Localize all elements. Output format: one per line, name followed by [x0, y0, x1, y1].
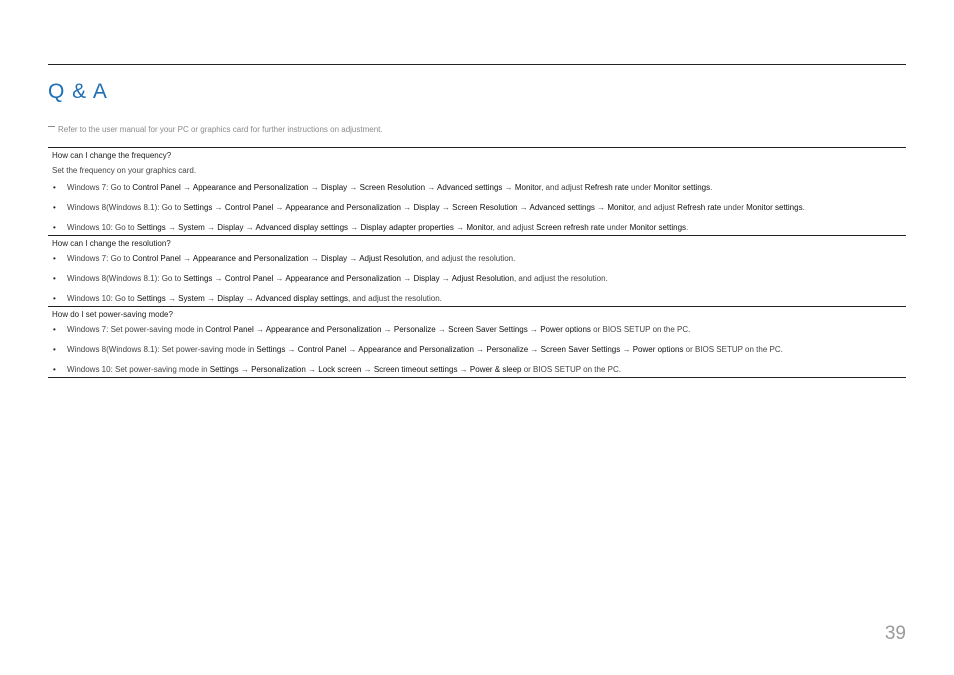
answer-text: Windows 10: Set power-saving mode in [67, 365, 210, 374]
menu-path-term: Control Panel [132, 254, 181, 263]
menu-path-term: Display [413, 203, 440, 212]
answer-text: → [273, 274, 286, 283]
menu-path-term: Settings [136, 223, 166, 232]
answer-text: → [400, 203, 414, 212]
menu-path-term: Advanced display settings [255, 223, 349, 232]
faq-question: How do I set power-saving mode? [52, 310, 173, 319]
menu-path-term: Display [217, 223, 244, 232]
faq-answer-list [48, 323, 906, 377]
faq-section [48, 235, 906, 306]
menu-path-term: Settings [136, 294, 166, 303]
answer-text: , and adjust [492, 223, 537, 232]
faq-list [48, 147, 906, 378]
answer-text: → [528, 345, 541, 354]
faq-answer-list [48, 252, 906, 306]
answer-text: → [285, 345, 298, 354]
answer-text: → [400, 274, 414, 283]
menu-path-term: Monitor [514, 183, 542, 192]
menu-path-term: Appearance and Personalization [285, 274, 401, 283]
menu-path-term: Settings [183, 274, 213, 283]
header-rule [48, 64, 906, 65]
menu-path-term: Display adapter properties [360, 223, 454, 232]
answer-text: Windows 8(Windows 8.1): Go to [67, 203, 184, 212]
list-item [48, 323, 906, 343]
list-item [48, 252, 906, 272]
menu-path-term: Monitor [607, 203, 634, 212]
answer-text: → [381, 325, 394, 334]
adjustment-note [48, 125, 383, 134]
menu-path-term: Adjust Resolution [451, 274, 514, 283]
answer-text: → [453, 223, 467, 232]
faq-section [48, 306, 906, 377]
answer-text: → [527, 325, 541, 334]
faq-question: How can I change the frequency? [52, 151, 172, 160]
menu-path-term: Appearance and Personalization [192, 183, 309, 192]
menu-path-term: Refresh rate [584, 183, 629, 192]
menu-path-term: Settings [183, 203, 213, 212]
menu-path-term: Monitor settings [746, 203, 803, 212]
menu-path-term: Control Panel [205, 325, 254, 334]
list-item [48, 201, 906, 221]
answer-text: → [620, 345, 633, 354]
answer-text: → [243, 223, 256, 232]
menu-path-term: Advanced settings [529, 203, 595, 212]
answer-text: , and adjust the resolution. [513, 274, 608, 283]
menu-path-term: Appearance and Personalization [192, 254, 309, 263]
answer-text: → [212, 203, 225, 212]
note-dash [48, 126, 55, 127]
answer-text: Windows 8(Windows 8.1): Set power-saving mode in [67, 345, 257, 354]
answer-text: . [802, 203, 805, 212]
answer-text: , and adjust the resolution. [348, 294, 442, 303]
list-item [48, 292, 906, 306]
answer-text: → [439, 274, 452, 283]
list-item [48, 272, 906, 292]
answer-text: Windows 7: Go to [67, 254, 133, 263]
answer-text: → [502, 183, 515, 192]
menu-path-term: Power & sleep [469, 365, 522, 374]
menu-path-term: Display [413, 274, 440, 283]
answer-text: → [305, 365, 319, 374]
menu-path-term: Personalization [251, 365, 306, 374]
answer-text: → [425, 183, 438, 192]
answer-text: . [710, 183, 713, 192]
answer-text: → [346, 345, 359, 354]
menu-path-term: Display [217, 294, 244, 303]
faq-intro: Set the frequency on your graphics card. [52, 166, 197, 175]
note-text: Refer to the user manual for your PC or graphics card for further instructions on adjustment. [58, 125, 383, 134]
answer-text: → [253, 325, 266, 334]
menu-path-term: Power options [540, 325, 591, 334]
answer-text: Windows 10: Go to [67, 294, 137, 303]
answer-text: , and adjust the resolution. [421, 254, 516, 263]
answer-text: , and adjust [633, 203, 678, 212]
answer-text: → [165, 223, 179, 232]
menu-path-term: Control Panel [224, 203, 274, 212]
answer-text: under [721, 203, 747, 212]
menu-path-term: Display [320, 254, 348, 263]
answer-text: → [243, 294, 256, 303]
menu-path-term: Control Panel [132, 183, 181, 192]
menu-path-term: Screen Resolution [359, 183, 426, 192]
menu-path-term: Settings [209, 365, 239, 374]
menu-path-term: Appearance and Personalization [265, 325, 382, 334]
answer-text: → [517, 203, 530, 212]
faq-section [48, 147, 906, 235]
list-item [48, 221, 906, 235]
menu-path-term: Personalize [393, 325, 436, 334]
menu-path-term: Appearance and Personalization [358, 345, 474, 354]
answer-text: → [347, 254, 360, 263]
answer-text: → [308, 254, 321, 263]
menu-path-term: Display [320, 183, 348, 192]
answer-text: → [273, 203, 286, 212]
menu-path-term: Screen Resolution [452, 203, 518, 212]
answer-text: Windows 8(Windows 8.1): Go to [67, 274, 184, 283]
menu-path-term: Monitor settings [629, 223, 687, 232]
answer-text: Windows 7: Go to [67, 183, 133, 192]
menu-path-term: Appearance and Personalization [285, 203, 401, 212]
menu-path-term: Screen Saver Settings [540, 345, 621, 354]
answer-text: → [348, 223, 361, 232]
list-item [48, 363, 906, 377]
answer-text: → [457, 365, 470, 374]
answer-text: → [308, 183, 321, 192]
answer-text: → [204, 294, 218, 303]
answer-text: , and adjust [541, 183, 585, 192]
menu-path-term: Refresh rate [677, 203, 722, 212]
answer-text: → [594, 203, 608, 212]
list-item [48, 181, 906, 201]
answer-text: → [204, 223, 218, 232]
answer-text: . [686, 223, 689, 232]
answer-text: Windows 7: Set power-saving mode in [67, 325, 206, 334]
menu-path-term: Monitor settings [653, 183, 711, 192]
menu-path-term: Settings [256, 345, 286, 354]
menu-path-term: Control Panel [224, 274, 274, 283]
answer-text: or BIOS SETUP on the PC. [521, 365, 621, 374]
answer-text: or BIOS SETUP on the PC. [590, 325, 691, 334]
menu-path-term: Control Panel [297, 345, 347, 354]
answer-text: → [212, 274, 225, 283]
answer-text: → [180, 254, 193, 263]
menu-path-term: Adjust Resolution [359, 254, 422, 263]
page-title: Q & A [48, 80, 108, 103]
menu-path-term: Personalize [486, 345, 529, 354]
menu-path-term: Power options [632, 345, 684, 354]
answer-text: → [165, 294, 179, 303]
menu-path-term: Lock screen [318, 365, 362, 374]
answer-text: → [347, 183, 360, 192]
faq-question: How can I change the resolution? [52, 239, 171, 248]
menu-path-term: System [178, 294, 205, 303]
list-item [48, 343, 906, 363]
answer-text: → [361, 365, 374, 374]
page-number: 39 [884, 623, 906, 644]
menu-path-term: Advanced settings [437, 183, 503, 192]
menu-path-term: System [178, 223, 205, 232]
answer-text: → [238, 365, 252, 374]
answer-text: under [628, 183, 654, 192]
answer-text: → [439, 203, 453, 212]
answer-text: or BIOS SETUP on the PC. [683, 345, 783, 354]
answer-text: → [435, 325, 449, 334]
faq-answer-list [48, 181, 906, 235]
menu-path-term: Advanced display settings [255, 294, 349, 303]
menu-path-term: Screen Saver Settings [448, 325, 528, 334]
menu-path-term: Monitor [466, 223, 493, 232]
menu-path-term: Screen refresh rate [536, 223, 605, 232]
answer-text: → [180, 183, 193, 192]
menu-path-term: Screen timeout settings [373, 365, 458, 374]
answer-text: → [473, 345, 487, 354]
answer-text: Windows 10: Go to [67, 223, 137, 232]
answer-text: under [604, 223, 630, 232]
